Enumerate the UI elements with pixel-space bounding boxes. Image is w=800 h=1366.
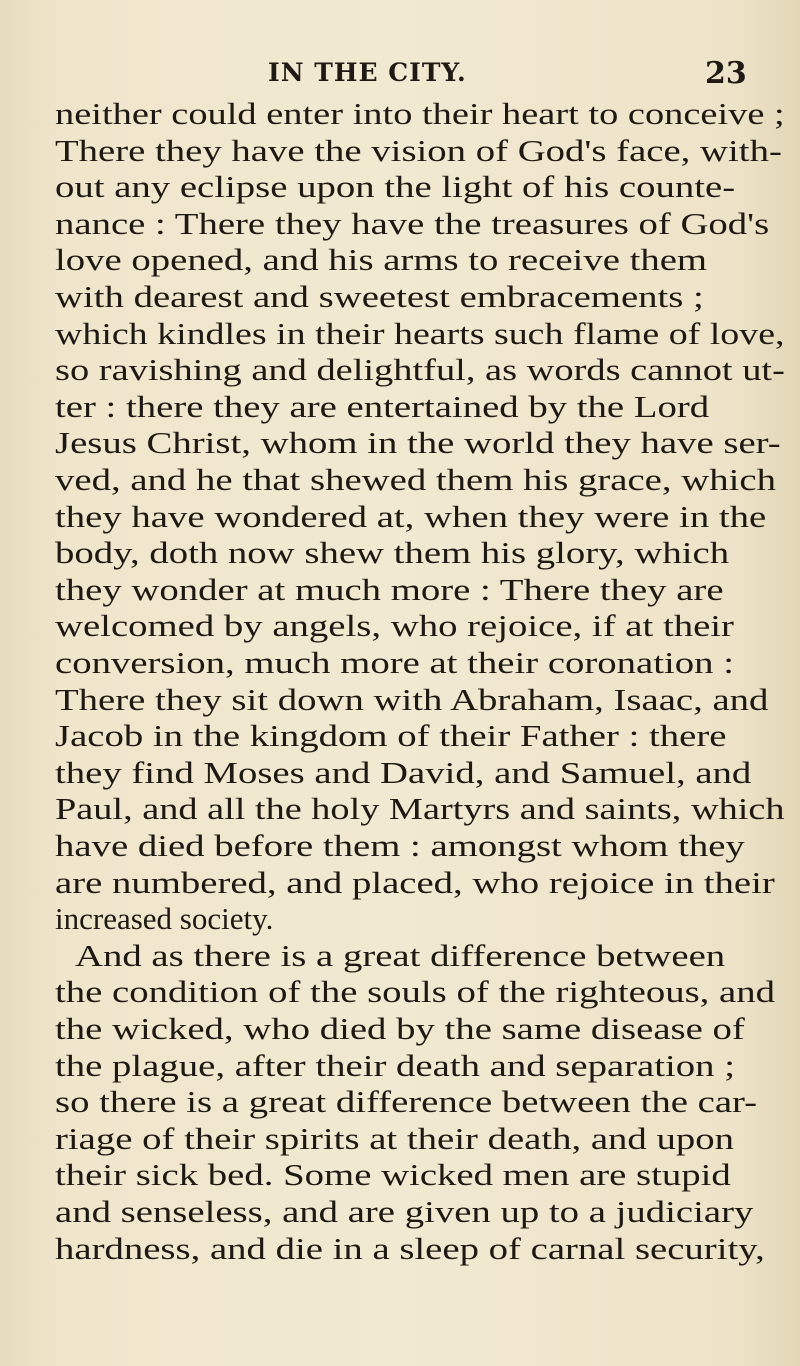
text-line: have died before them : amongst whom they <box>55 828 745 863</box>
text-line: ved, and he that shewed them his grace, which <box>55 462 776 497</box>
text-line: ter : there they are entertained by the Lord <box>55 388 710 424</box>
text-line: which kindles in their hearts such flame of love, <box>55 315 785 351</box>
text-line: Jesus Christ, whom in the world they have ser- <box>55 425 781 461</box>
text-line: so there is a great difference between the car- <box>55 1084 758 1120</box>
text-line: and senseless, and are given up to a judiciary <box>55 1194 754 1229</box>
text-line: nance : There they have the treasures of God's <box>55 205 770 241</box>
text-line: riage of their spirits at their death, and upon <box>55 1120 735 1156</box>
text-line: the plague, after their death and separation ; <box>55 1047 735 1083</box>
text-line: conversion, much more at their coronation : <box>55 645 735 680</box>
text-line: love opened, and his arms to receive them <box>55 242 708 278</box>
text-line: body, doth now shew them his glory, which <box>55 535 730 571</box>
text-line: so ravishing and delightful, as words cannot ut- <box>55 352 785 388</box>
text-line: they wonder at much more : There they are <box>55 571 724 607</box>
text-line: with dearest and sweetest embracements ; <box>55 279 704 314</box>
text-line: welcomed by angels, who rejoice, if at their <box>55 608 734 644</box>
text-line: Paul, and all the holy Martyrs and saints, which <box>55 791 785 827</box>
text-line: increased society. <box>55 901 274 937</box>
text-line: they find Moses and David, and Samuel, and <box>55 754 752 790</box>
text-line: are numbered, and placed, who rejoice in their <box>55 864 775 900</box>
text-line: And as there is a great difference between <box>75 937 726 973</box>
text-line: their sick bed. Some wicked men are stupid <box>55 1157 731 1193</box>
running-head: IN THE CITY. <box>268 58 467 87</box>
text-line: the condition of the souls of the righteous, and <box>55 974 775 1010</box>
text-line: There they have the vision of God's face, with- <box>55 132 782 168</box>
text-line: they have wondered at, when they were in the <box>55 498 767 534</box>
text-line: neither could enter into their heart to conceive ; <box>55 96 785 131</box>
text-line: There they sit down with Abraham, Isaac, and <box>55 681 769 717</box>
text-line: hardness, and die in a sleep of carnal security, <box>55 1230 765 1266</box>
page-header <box>0 58 800 98</box>
text-line: out any eclipse upon the light of his counte- <box>55 169 736 205</box>
text-line: the wicked, who died by the same disease of <box>55 1011 745 1046</box>
text-line: Jacob in the kingdom of their Father : there <box>55 718 727 754</box>
page-number: 23 <box>705 56 747 91</box>
